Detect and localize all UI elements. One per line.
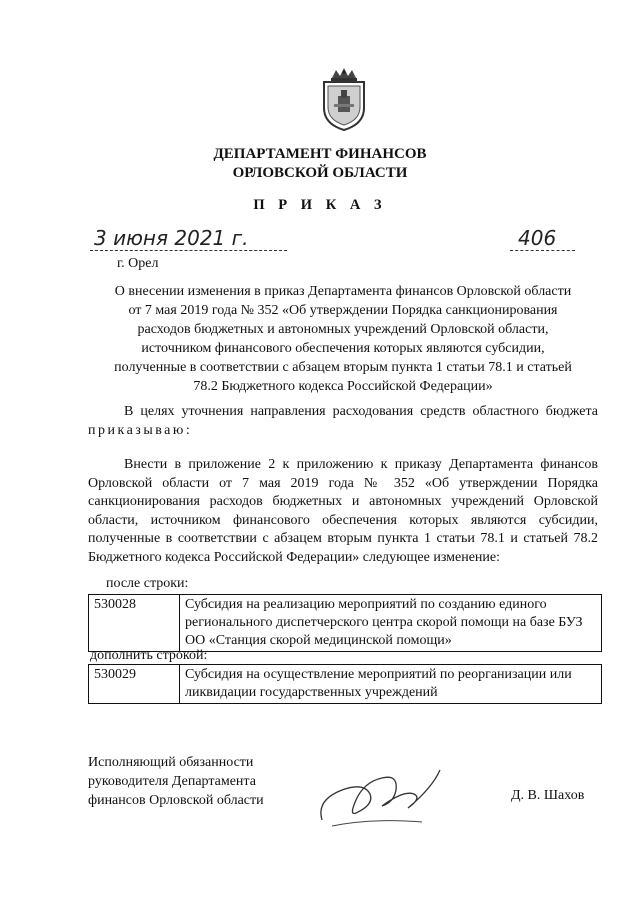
table-row bbox=[89, 595, 602, 652]
coat-of-arms-icon bbox=[318, 68, 370, 132]
budget-code-description: Субсидия на реализацию мероприятий по созданию единого регионального диспетчерского центра скорой помощи на базе БУЗ ОО «Станция скорой медицинской помощи» bbox=[180, 595, 602, 652]
order-number: 406 bbox=[518, 226, 557, 250]
department-name-line2: ОРЛОВСКОЙ ОБЛАСТИ bbox=[232, 165, 408, 181]
subject-line: от 7 мая 2019 года № 352 «Об утверждении Порядка санкционирования bbox=[128, 303, 558, 318]
signatory-position-line: финансов Орловской области bbox=[88, 793, 264, 808]
subject-line: О внесении изменения в приказ Департамента финансов Орловской области bbox=[114, 284, 572, 299]
order-date: 3 июня 2021 г. bbox=[94, 226, 249, 250]
after-row-table bbox=[88, 594, 602, 652]
order-title: П Р И К А З bbox=[253, 197, 387, 213]
budget-code: 530029 bbox=[89, 665, 180, 704]
budget-code-description: Субсидия на осуществление мероприятий по реорганизации или ликвидации государственных учреждений bbox=[180, 665, 602, 704]
city: г. Орел bbox=[117, 256, 159, 271]
signatory-position bbox=[88, 753, 264, 810]
date-underline bbox=[90, 250, 287, 251]
subject-line: расходов бюджетных и автономных учреждений Орловской области, bbox=[137, 322, 549, 337]
number-underline bbox=[510, 250, 575, 251]
signatory-position-line: Исполняющий обязанности bbox=[88, 755, 254, 770]
order-verb: приказываю: bbox=[88, 422, 193, 438]
order-subject bbox=[88, 282, 598, 396]
signatory-name: Д. В. Шахов bbox=[511, 788, 585, 803]
table-row bbox=[89, 665, 602, 704]
subject-line: 78.2 Бюджетного кодекса Российской Федерации» bbox=[193, 379, 493, 394]
preamble-paragraph bbox=[88, 403, 598, 440]
subject-line: полученные в соответствии с абзацем вторым пункта 1 статьи 78.1 и статьей bbox=[114, 360, 572, 375]
add-row-label: дополнить строкой: bbox=[90, 648, 208, 663]
preamble-text: В целях уточнения направления расходования средств областного бюджета bbox=[124, 404, 598, 419]
signatory-position-line: руководителя Департамента bbox=[88, 774, 256, 789]
handwritten-signature bbox=[312, 760, 452, 840]
add-row-table bbox=[88, 664, 602, 704]
main-paragraph: Внести в приложение 2 к приложению к приказу Департамента финансов Орловской области от 7 мая 2019 года № 352 «Об утверждении Порядка санкционирования расходов бюджетных и автономных учреждений Орловской области, источником финансового обеспечения которых являются субсидии, полученные в соответствии с абзацем вторым пункта 1 статьи 78.1 и статьей 78.2 Бюджетного кодекса Российской Федерации» следующее изменение: bbox=[88, 457, 598, 565]
subject-line: источником финансового обеспечения которых являются субсидии, bbox=[141, 341, 545, 356]
after-row-label: после строки: bbox=[106, 576, 189, 591]
budget-code: 530028 bbox=[89, 595, 180, 652]
department-name-line1: ДЕПАРТАМЕНТ ФИНАНСОВ bbox=[213, 146, 427, 162]
